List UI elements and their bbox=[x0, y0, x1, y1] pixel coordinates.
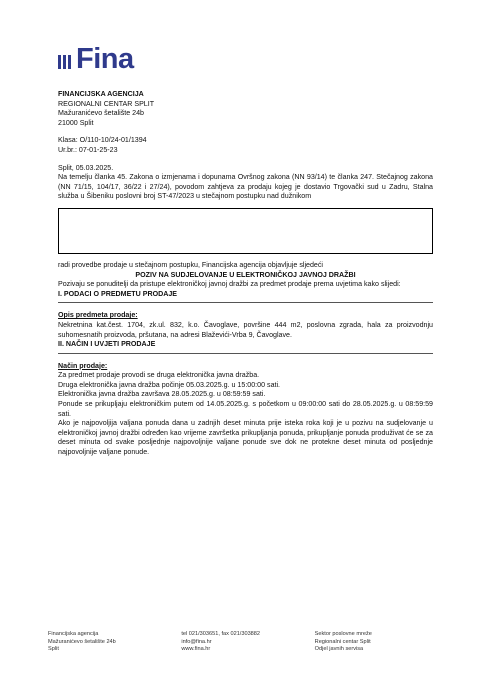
footer-line: Sektor poslovne mreže bbox=[314, 631, 372, 637]
bids-period-paragraph: Ponude se prikupljaju elektroničkim putem od 14.05.2025.g. s početkom u 09:00:00 sati do 28.05.2025.g. u 08:59:59 sati. bbox=[58, 400, 433, 418]
footer-phone: tel 021/303651, fax 021/303882 bbox=[181, 631, 261, 637]
sale-method-paragraph: Za predmet prodaje provodi se druga elektronička javna dražba. bbox=[58, 371, 260, 380]
sender-city: 21000 Split bbox=[58, 118, 94, 127]
auction-start-paragraph: Druga elektronička javna dražba počinje 05.03.2025.g. u 15:00:00 sati. bbox=[58, 380, 281, 389]
intro-paragraph: Na temelju članka 45. Zakona o izmjenama i dopunama Ovršnog zakona (NN 93/14) te članka 247. Stečajnog zakona (NN 71/15, 104/17, 36/22 i 27/24), povodom zahtjeva za prodaju kojeg je dostavio Trgovački sud u Zadru, Stalna služba u Šibeniku poslovni broj ST-47/2023 u stečajnom postupku nad dužnikom bbox=[58, 173, 433, 201]
footer-line: Split bbox=[48, 646, 59, 653]
urbroj: Ur.br.: 07-01-25-23 bbox=[58, 145, 118, 154]
property-description: Nekretnina kat.čest. 1704, zk.ul. 832, k.o. Čavoglave, površine 444 m2, poslovna zgrada, hala za proizvodnju suhomesnatih proizvoda, pršutana, na adresi Blaževići-Vrba 9, Čavoglave. bbox=[58, 320, 433, 339]
logo-wordmark: Fina bbox=[76, 43, 134, 75]
footer-email: info@fina.hr bbox=[181, 638, 212, 645]
footer-col-department bbox=[315, 631, 448, 654]
sender-unit: REGIONALNI CENTAR SPLIT bbox=[58, 99, 155, 108]
footer-website: www.fina.hr bbox=[181, 646, 211, 653]
after-redaction-text: radi provedbe prodaje u stečajnom postupku, Financijska agencija objavljuje sljedeći bbox=[58, 260, 323, 269]
klasa: Klasa: O/110-10/24-01/1394 bbox=[58, 136, 147, 145]
document-title: POZIV NA SUDJELOVANJE U ELEKTRONIČKOJ JAVNOJ DRAŽBI bbox=[135, 270, 356, 279]
logo-bars-icon bbox=[58, 55, 71, 69]
section-2-heading: II. NAČIN I UVJETI PRODAJE bbox=[58, 340, 156, 349]
section-2-subheading: Način prodaje: bbox=[58, 361, 108, 370]
page-footer bbox=[48, 631, 448, 654]
section-1-heading: I. PODACI O PREDMETU PRODAJE bbox=[58, 289, 178, 298]
divider bbox=[58, 302, 433, 303]
divider bbox=[58, 353, 433, 354]
auction-end-paragraph: Elektronička javna dražba završava 28.05.2025.g. u 08:59:59 sati. bbox=[58, 390, 266, 399]
redacted-debtor-box bbox=[58, 208, 433, 254]
extension-rule-paragraph: Ako je najpovoljija valjana ponuda dana u zadnjih deset minuta prije isteka roka koji je u pozivu na sudjelovanje u elektroničkoj javnoj dražbi određen kao vrijeme završetka prikupljanja ponuda, prikupljanje ponuda produživat će se za deset minuta od svake posljednje najpovoljnije valjane ponude sve dok ne protekne deset minuta od posljednje najpovoljnije valjane ponude. bbox=[58, 419, 433, 457]
sender-address bbox=[58, 90, 433, 128]
footer-line: Mažuranićevo šetalište 24b bbox=[48, 638, 116, 645]
footer-col-contact bbox=[181, 631, 314, 654]
footer-line: Regionalni centar Split bbox=[314, 638, 371, 645]
section-1-subheading: Opis predmeta prodaje: bbox=[58, 311, 138, 320]
invite-paragraph: Pozivaju se ponuditelji da pristupe elektroničkoj javnoj dražbi za predmet prodaje prema uvjetima kako slijedi: bbox=[58, 280, 401, 289]
sender-name: FINANCIJSKA AGENCIJA bbox=[58, 90, 144, 98]
footer-line: Odjel javnih servisa bbox=[314, 646, 364, 653]
letter-body bbox=[58, 90, 433, 458]
letter-date: Split, 05.03.2025. bbox=[58, 163, 114, 172]
fina-logo bbox=[58, 43, 134, 75]
reference-numbers bbox=[58, 136, 433, 155]
footer-col-address bbox=[48, 631, 181, 654]
footer-line: Financijska agencija bbox=[48, 631, 99, 637]
sender-street: Mažuranićevo šetalište 24b bbox=[58, 109, 144, 118]
